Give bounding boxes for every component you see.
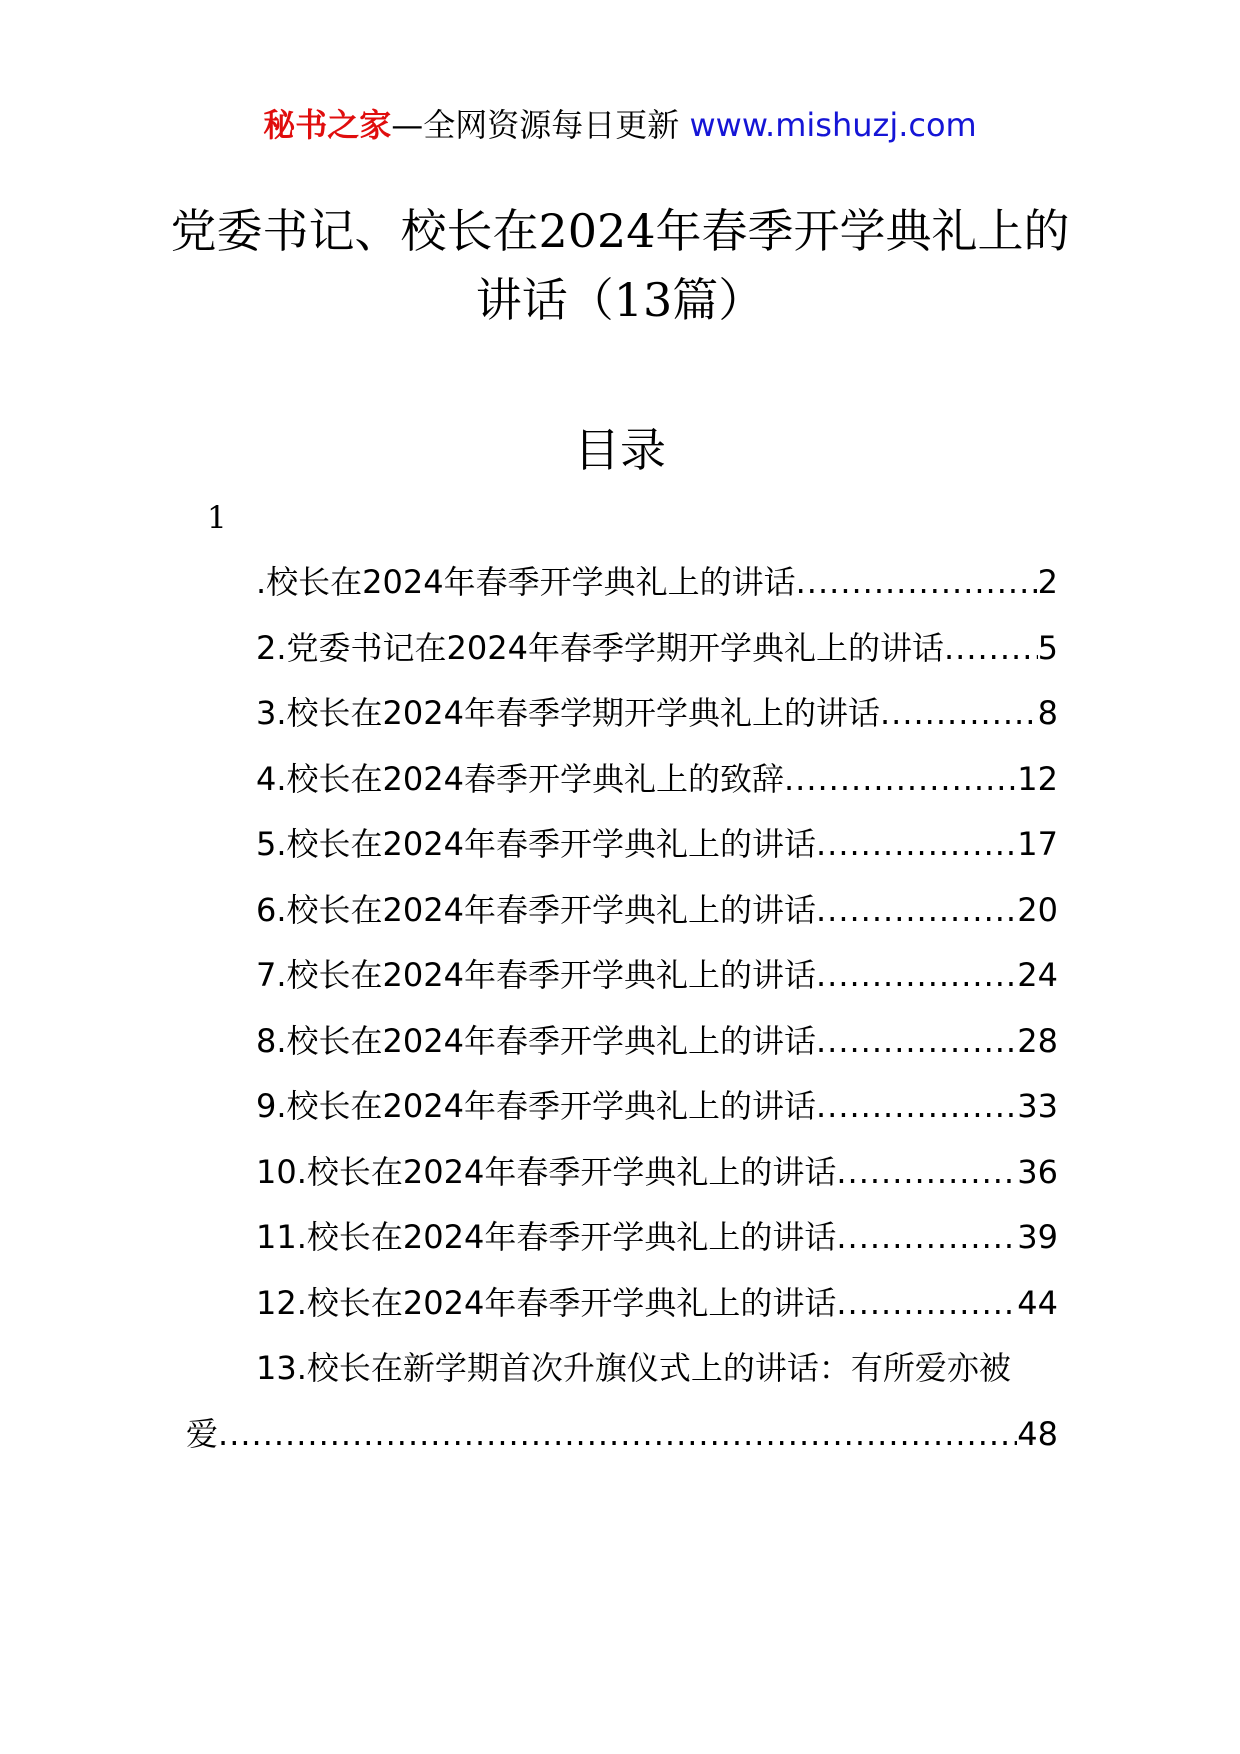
toc-entry[interactable] — [186, 1281, 1058, 1347]
toc-entry-page: 17 — [1017, 825, 1058, 863]
toc-entry-page: 2 — [1037, 563, 1058, 601]
toc-entry-page: 24 — [1017, 956, 1058, 994]
toc-entry-page: 48 — [1017, 1414, 1058, 1453]
toc-entry-page: 36 — [1017, 1152, 1058, 1191]
toc-leader-dots — [816, 953, 1017, 997]
toc-entry-page: 20 — [1017, 890, 1058, 929]
toc-leader-dots — [836, 1150, 1017, 1194]
toc-entry-label: .校长在2024年春季开学典礼上的讲话 — [256, 563, 796, 601]
toc-entry[interactable] — [186, 757, 1058, 823]
toc-entry[interactable] — [186, 822, 1058, 888]
toc-leader-dots — [218, 1412, 1017, 1456]
toc-entry-label: 6.校长在2024年春季开学典礼上的讲话 — [256, 890, 816, 929]
toc-entry-label: 2.党委书记在2024年春季学期开学典礼上的讲话 — [256, 628, 944, 667]
toc-entry-line2 — [186, 1412, 1058, 1478]
toc-leader-dots — [816, 1084, 1017, 1128]
toc-entry-label: 3.校长在2024年春季学期开学典礼上的讲话 — [256, 694, 880, 732]
toc-entry-label: 4.校长在2024春季开学典礼上的致辞 — [256, 759, 784, 798]
toc-entry-page: 8 — [1037, 694, 1058, 732]
site-link[interactable]: www.mishuzj.com — [689, 106, 977, 144]
toc-entry-label: 12.校长在2024年春季开学典礼上的讲话 — [256, 1283, 837, 1322]
toc-entry-page: 12 — [1017, 759, 1058, 798]
toc-entry-label: 8.校长在2024年春季开学典礼上的讲话 — [256, 1021, 816, 1060]
toc-leader-dots — [796, 560, 1038, 604]
toc-entry[interactable] — [186, 953, 1058, 1019]
toc-leader-dots — [880, 691, 1038, 735]
toc-entry[interactable] — [186, 888, 1058, 954]
toc-heading: 目录 — [574, 423, 666, 477]
toc-entry-page: 33 — [1017, 1087, 1058, 1125]
toc-leader-dots — [816, 888, 1017, 932]
toc-entry-page: 5 — [1037, 628, 1058, 667]
brand-name: 秘书之家 — [263, 106, 392, 144]
table-of-contents — [186, 560, 1058, 1477]
toc-entry[interactable] — [186, 560, 1058, 626]
toc-leader-dots — [816, 822, 1017, 866]
toc-entry-label: 7.校长在2024年春季开学典礼上的讲话 — [256, 956, 816, 994]
toc-entry-label: 11.校长在2024年春季开学典礼上的讲话 — [256, 1218, 837, 1256]
toc-entry[interactable] — [186, 1215, 1058, 1281]
toc-leader-dots — [836, 1215, 1017, 1259]
toc-entry-label-line2: 爱 — [186, 1414, 219, 1453]
toc-leader-dots — [816, 1019, 1017, 1063]
toc-entry-label: 5.校长在2024年春季开学典礼上的讲话 — [256, 825, 816, 863]
toc-entry-page: 39 — [1017, 1218, 1058, 1256]
toc-leader-dots — [836, 1281, 1017, 1325]
toc-leader-dots — [784, 757, 1017, 801]
header-tagline: —全网资源每日更新 — [391, 106, 690, 144]
toc-entry[interactable] — [186, 626, 1058, 692]
stray-number: 1 — [207, 500, 227, 536]
toc-entry-label: 9.校长在2024年春季开学典礼上的讲话 — [256, 1087, 816, 1125]
toc-entry-label-line1: 13.校长在新学期首次升旗仪式上的讲话：有所爱亦被 — [256, 1349, 1011, 1387]
toc-entry[interactable] — [186, 1019, 1058, 1085]
document-title: 党委书记、校长在2024年春季开学典礼上的讲话（13篇） — [170, 204, 1070, 327]
toc-entry-wrapped[interactable] — [186, 1346, 1058, 1477]
toc-leader-dots — [944, 626, 1038, 670]
toc-entry-page: 28 — [1017, 1021, 1058, 1060]
toc-entry[interactable] — [186, 691, 1058, 757]
site-header — [0, 100, 1240, 150]
toc-entry-page: 44 — [1017, 1283, 1058, 1322]
toc-entry[interactable] — [186, 1084, 1058, 1150]
toc-entry-label: 10.校长在2024年春季开学典礼上的讲话 — [256, 1152, 837, 1191]
toc-entry[interactable] — [186, 1150, 1058, 1216]
